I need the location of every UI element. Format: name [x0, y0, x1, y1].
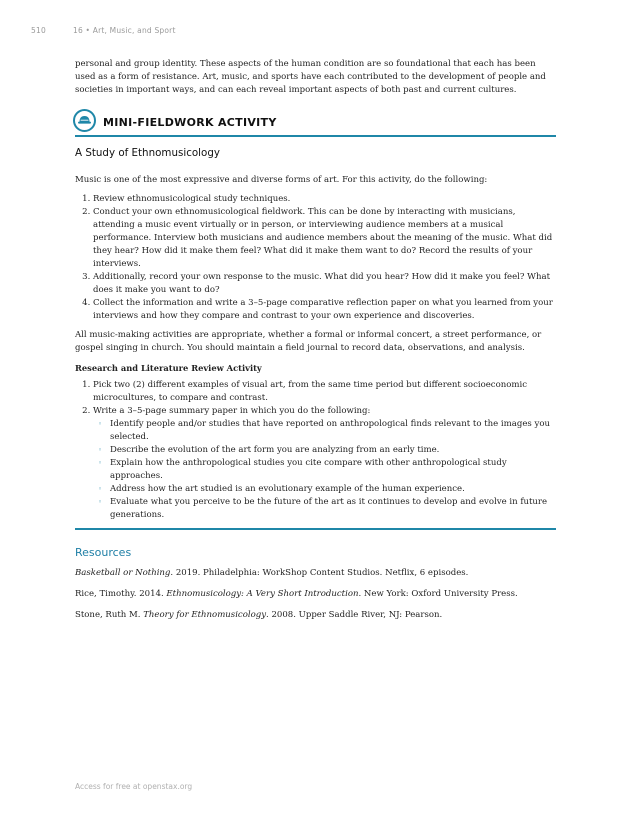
list-item: 2. Conduct your own ethnomusicological fieldwork. This can be done by interacting with musicians, attending a music event virtually or in person, or interviewing audience members at a musical performance. Interview both musicians and audience members about the meaning of the music. What did they hear? How did it make them feel? What did it make them want to do? Record the results of your interviews. [93, 206, 556, 271]
bullet-item [98, 483, 556, 496]
review-steps [75, 379, 556, 522]
list-item: 1. Review ethnomusicological study techniques. [93, 193, 556, 206]
fieldwork-steps [75, 193, 556, 323]
review-bullets [93, 418, 556, 522]
reference-title: Theory for Ethnomusicology [143, 610, 267, 620]
intro-paragraph: personal and group identity. These aspects of the human condition are so foundational that each has been used as a form of resistance. Art, music, and sports have each contributed to the development of people and societies in important ways, and can each reveal important aspects of both past and current cultures. [75, 59, 546, 95]
reference-item [75, 567, 556, 580]
reference-author: Stone, Ruth M. [75, 610, 144, 620]
bullet-item [98, 496, 556, 522]
bullet-icon: ◦ [98, 485, 103, 493]
activity-subtitle: A Study of Ethnomusicology [75, 147, 220, 159]
bullet-text: Identify people and/or studies that have reported on anthropological finds relevant to the images you selected. [110, 419, 550, 442]
bullet-text: Explain how the anthropological studies you cite compare with other anthropological study approaches. [110, 458, 507, 481]
list-item [93, 405, 556, 522]
bullet-icon: ◦ [98, 446, 103, 454]
reference-item [75, 609, 556, 622]
bullet-item [98, 444, 556, 457]
activity-lead: Music is one of the most expressive and diverse forms of art. For this activity, do the following: [75, 175, 488, 185]
resources-heading: Resources [75, 546, 132, 559]
list-item: 4. Collect the information and write a 3–5-page comparative reflection paper on what you learned from your interviews and how they compare and contrast to your own experience and discoveries. [93, 297, 556, 323]
section-divider [75, 528, 556, 530]
bullet-text: Evaluate what you perceive to be the future of the art as it continues to develop and evolve in future generations. [110, 497, 548, 520]
closing-paragraph: All music-making activities are appropriate, whether a formal or informal concert, a street performance, or gospel singing in church. You should maintain a field journal to record data, observations, and analysis. [75, 330, 542, 353]
page-content [75, 58, 556, 630]
reference-details: . 2019. Philadelphia: WorkShop Content Studios. Netflix, 6 episodes. [170, 568, 469, 578]
bullet-text: Describe the evolution of the art form you are analyzing from an early time. [110, 445, 440, 455]
bullet-icon: ◦ [98, 420, 103, 428]
list-item: 1. Pick two (2) different examples of visual art, from the same time period but different socioeconomic microcultures, to compare and contrast. [93, 379, 556, 405]
pith-helmet-icon [73, 109, 96, 132]
bullet-text: Address how the art studied is an evolutionary example of the human experience. [110, 484, 465, 494]
running-header [31, 26, 176, 35]
reference-author: Rice, Timothy. 2014. [75, 589, 167, 599]
bullet-icon: ◦ [98, 459, 103, 467]
page-footer: Access for free at openstax.org [75, 782, 193, 791]
chapter-title: 16 • Art, Music, and Sport [73, 26, 176, 35]
reference-details: . New York: Oxford University Press. [358, 589, 518, 599]
bullet-icon: ◦ [98, 498, 103, 506]
fieldwork-heading-bar [75, 109, 556, 137]
list-item-text: Write a 3–5-page summary paper in which you do the following: [93, 406, 371, 416]
reference-details: . 2008. Upper Saddle River, NJ: Pearson. [266, 610, 443, 620]
reference-item [75, 588, 556, 601]
list-item: 3. Additionally, record your own response to the music. What did you hear? How did it make you feel? What does it make you want to do? [93, 271, 556, 297]
bullet-item [98, 418, 556, 444]
reference-title: Basketball or Nothing [75, 568, 171, 578]
page-number: 510 [31, 26, 46, 35]
bullet-item [98, 457, 556, 483]
review-heading: Research and Literature Review Activity [75, 363, 262, 373]
fieldwork-heading: MINI-FIELDWORK ACTIVITY [103, 116, 277, 129]
reference-title: Ethnomusicology: A Very Short Introduction [166, 589, 359, 599]
